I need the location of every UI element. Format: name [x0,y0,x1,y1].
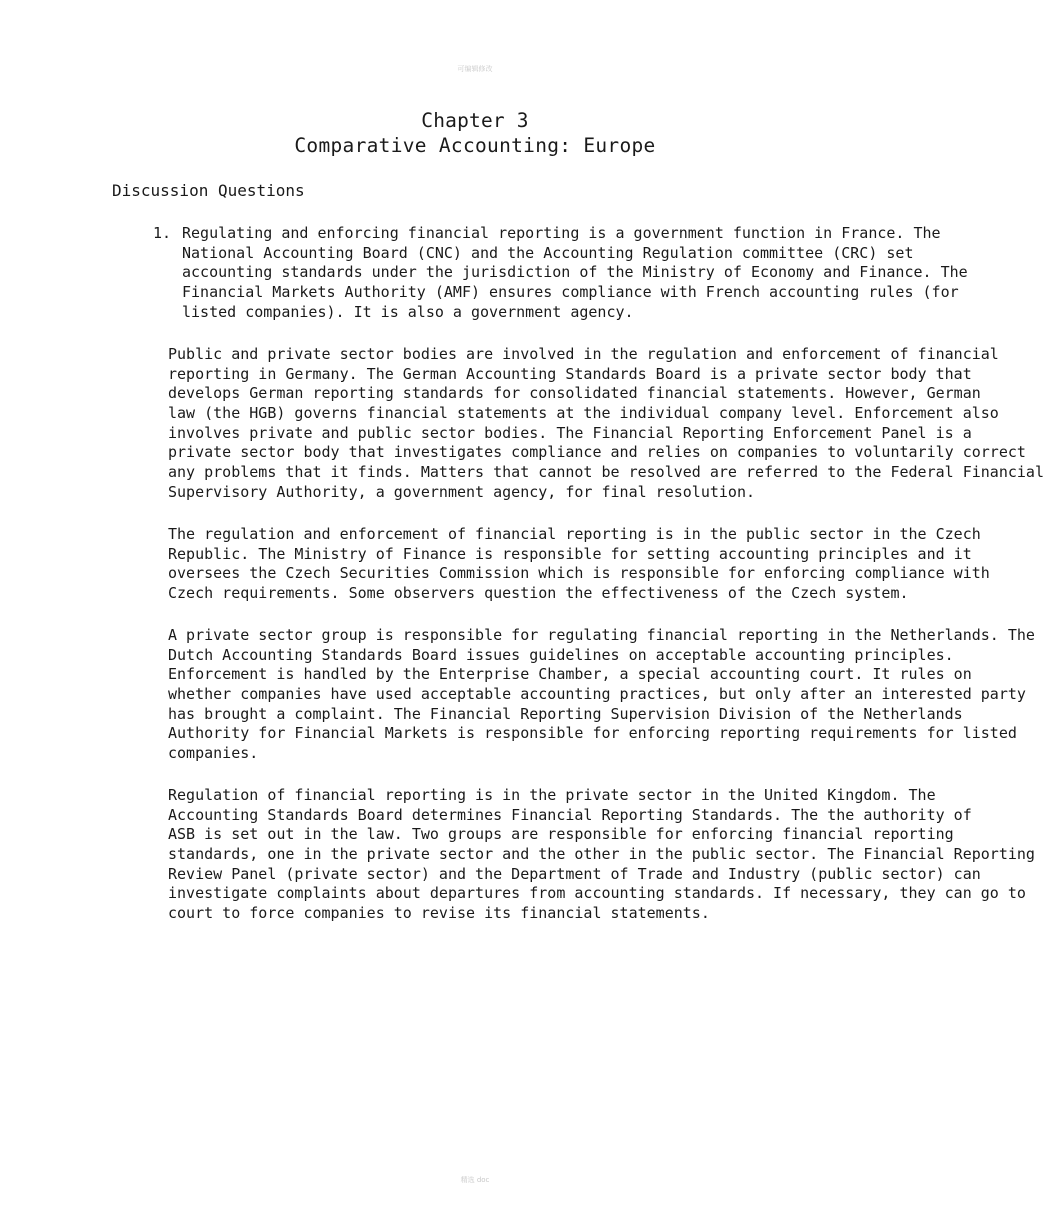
paragraph-line: Authority for Financial Markets is responsible for enforcing reporting requirements for listed [168,724,1017,743]
paragraph-line: law (the HGB) governs financial statements at the individual company level. Enforcement also [168,404,999,423]
paragraph-line: court to force companies to revise its financial statements. [168,904,710,923]
paragraph-line: Czech requirements. Some observers question the effectiveness of the Czech system. [168,584,909,603]
paragraph-line: ASB is set out in the law. Two groups are responsible for enforcing financial reporting [168,825,954,844]
paragraph-line: involves private and public sector bodies. The Financial Reporting Enforcement Panel is a [168,423,972,442]
paragraph-line: Review Panel (private sector) and the Department of Trade and Industry (public sector) can [168,864,981,883]
paragraph-line: Accounting Standards Board determines Financial Reporting Standards. The the authority of [168,805,972,824]
paragraph-line: accounting standards under the jurisdiction of the Ministry of Economy and Finance. The [182,263,968,282]
paragraph-united-kingdom [168,786,1035,924]
paragraph-line: companies. [168,744,259,763]
paragraph-line: National Accounting Board (CNC) and the Accounting Regulation committee (CRC) set [182,243,914,262]
paragraph-line: has brought a complaint. The Financial Reporting Supervision Division of the Netherlands [168,704,963,723]
section-heading: Discussion Questions [112,181,305,200]
paragraph-line: whether companies have used acceptable accounting practices, but only after an interested party [168,685,1026,704]
paragraph-line: A private sector group is responsible for regulating financial reporting in the Netherlands. The [168,626,1035,644]
paragraph-line: The regulation and enforcement of financial reporting is in the public sector in the Czech [168,525,981,543]
paragraph-line: Regulating and enforcing financial reporting is a government function in France. The [182,224,941,242]
paragraph-line: Dutch Accounting Standards Board issues guidelines on acceptable accounting principles. [168,645,954,664]
paragraph-line: Public and private sector bodies are involved in the regulation and enforcement of financial [168,345,999,363]
paragraph-germany [168,345,1044,503]
paragraph-line: investigate complaints about departures from accounting standards. If necessary, they can go to [168,884,1026,903]
paragraph-line: standards, one in the private sector and the other in the public sector. The Financial Reporting [168,845,1035,864]
paragraph-line: oversees the Czech Securities Commission which is responsible for enforcing compliance with [168,564,990,583]
paragraph-line: Financial Markets Authority (AMF) ensures compliance with French accounting rules (for [182,283,959,302]
paragraph-line: Enforcement is handled by the Enterprise Chamber, a special accounting court. It rules on [168,665,972,684]
paragraph-line: Republic. The Ministry of Finance is responsible for setting accounting principles and it [168,544,972,563]
paragraph-line: any problems that it finds. Matters that cannot be resolved are referred to the Federal Financial [168,463,1044,482]
paragraph-line: develops German reporting standards for consolidated financial statements. However, German [168,384,981,403]
paragraph-netherlands [168,626,1035,764]
paragraph-line: Regulation of financial reporting is in the private sector in the United Kingdom. The [168,786,936,804]
paragraph-line: Supervisory Authority, a government agency, for final resolution. [168,482,755,501]
paragraph-czech [168,525,990,604]
paragraph-line: reporting in Germany. The German Accounting Standards Board is a private sector body that [168,364,972,383]
chapter-title: Comparative Accounting: Europe [294,134,656,157]
paragraph-france [182,224,968,322]
footer-watermark: 精选 doc [460,1176,490,1184]
chapter-number: Chapter 3 [421,109,529,132]
header-watermark: 可编辑修改 [457,65,493,73]
paragraph-line: listed companies). It is also a government agency. [182,302,634,321]
paragraph-line: private sector body that investigates compliance and relies on companies to voluntarily correct [168,443,1026,462]
question-number: 1. [153,224,172,242]
